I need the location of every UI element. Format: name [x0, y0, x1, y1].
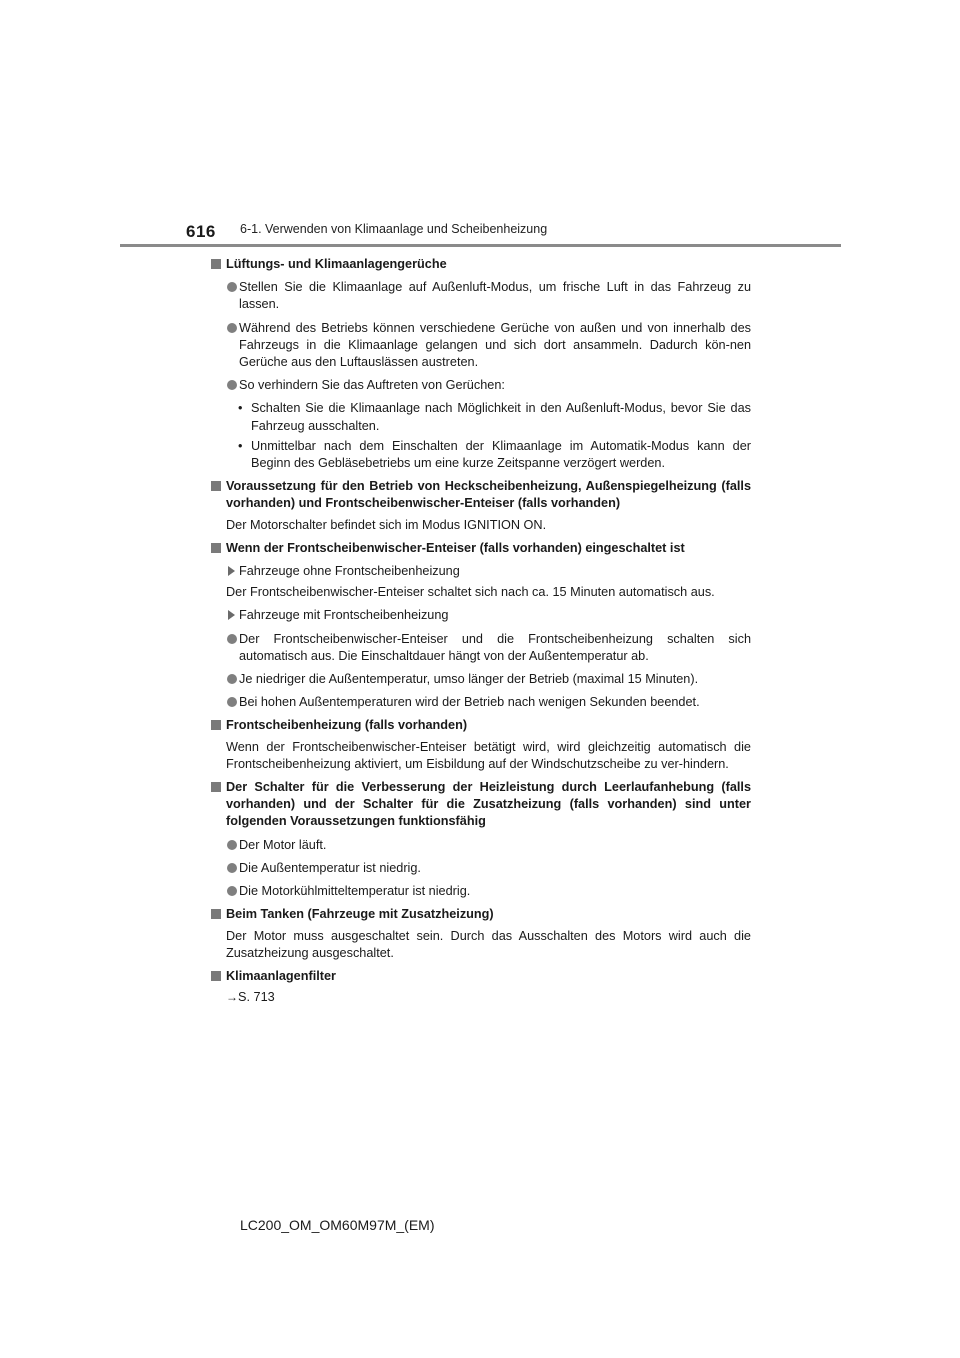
- paragraph: Der Motor muss ausgeschaltet sein. Durch das Ausschalten des Motors wird auch die Zusatzheizung ausgeschaltet.: [226, 928, 751, 960]
- triangle-arrow-icon: [228, 610, 235, 620]
- list-item: Je niedriger die Außentemperatur, umso länger der Betrieb (maximal 15 Minuten).: [211, 671, 751, 688]
- heading-ac-filter: Klimaanlagenfilter: [211, 968, 751, 985]
- paragraph: Der Frontscheibenwischer-Enteiser schaltet sich nach ca. 15 Minuten automatisch aus.: [226, 585, 715, 600]
- triangle-arrow-icon: [228, 566, 235, 576]
- page-reference-link[interactable]: [211, 989, 751, 1006]
- page-reference-text: S. 713: [238, 990, 275, 1005]
- heading-operating-conditions: Voraussetzung für den Betrieb von Heckscheibenheizung, Außenspiegelheizung (falls vorhanden) und Frontscheibenwischer-Enteiser (falls vorhanden): [211, 478, 751, 512]
- vehicle-variant-label: Fahrzeuge mit Frontscheibenheizung: [211, 607, 751, 624]
- paragraph: Wenn der Frontscheibenwischer-Enteiser betätigt wird, wird gleichzeitig automatisch die Frontscheibenheizung aktiviert, um Eisbildung auf der Windschutzscheibe zu ver-hindern.: [226, 739, 751, 771]
- heading-refueling: Beim Tanken (Fahrzeuge mit Zusatzheizung): [211, 906, 751, 923]
- paragraph: Der Motorschalter befindet sich im Modus IGNITION ON.: [226, 517, 547, 532]
- small-dot-icon: •: [238, 438, 243, 453]
- circle-bullet-icon: [227, 323, 237, 333]
- right-arrow-icon: →: [226, 990, 238, 1005]
- heading-odors: Lüftungs- und Klimaanlagengerüche: [211, 256, 751, 273]
- square-bullet-icon: [211, 971, 221, 981]
- circle-bullet-icon: [227, 697, 237, 707]
- list-item: Bei hohen Außentemperaturen wird der Betrieb nach wenigen Sekunden beendet.: [211, 694, 751, 711]
- list-item: Der Frontscheibenwischer-Enteiser und die Frontscheibenheizung schalten sich automatisch aus. Die Einschaltdauer hängt von der Außentemperatur ab.: [211, 631, 751, 665]
- header-divider: [120, 244, 841, 247]
- square-bullet-icon: [211, 481, 221, 491]
- circle-bullet-icon: [227, 863, 237, 873]
- circle-bullet-icon: [227, 674, 237, 684]
- document-code: LC200_OM_OM60M97M_(EM): [240, 1217, 435, 1233]
- circle-bullet-icon: [227, 282, 237, 292]
- circle-bullet-icon: [227, 886, 237, 896]
- list-item: Die Außentemperatur ist niedrig.: [211, 860, 751, 877]
- sub-list-item: • Schalten Sie die Klimaanlage nach Möglichkeit in den Außenluft-Modus, bevor Sie das Fahrzeug ausschalten.: [238, 401, 751, 433]
- sub-list: [211, 400, 751, 472]
- section-title: 6-1. Verwenden von Klimaanlage und Scheibenheizung: [240, 222, 548, 236]
- square-bullet-icon: [211, 909, 221, 919]
- list-item: Während des Betriebs können verschiedene Gerüche von außen und von innerhalb des Fahrzeugs in die Klimaanlage gelangen und sich dort ansammeln. Dadurch kön-nen Gerüche aus den Luftauslässen austreten.: [211, 320, 751, 372]
- square-bullet-icon: [211, 720, 221, 730]
- sub-list-item: • Unmittelbar nach dem Einschalten der Klimaanlage im Automatik-Modus kann der Beginn des Gebläsebetriebs um eine kurze Zeitspanne verzögert werden.: [238, 438, 751, 471]
- page-content: [211, 250, 751, 1006]
- square-bullet-icon: [211, 259, 221, 269]
- heading-windshield-heater: Frontscheibenheizung (falls vorhanden): [211, 717, 751, 734]
- list-item: So verhindern Sie das Auftreten von Gerüchen:: [211, 377, 751, 394]
- page-number: 616: [186, 222, 216, 241]
- circle-bullet-icon: [227, 380, 237, 390]
- vehicle-variant-label: Fahrzeuge ohne Frontscheibenheizung: [211, 563, 751, 580]
- small-dot-icon: •: [238, 401, 243, 416]
- circle-bullet-icon: [227, 840, 237, 850]
- list-item: Stellen Sie die Klimaanlage auf Außenluft-Modus, um frische Luft in das Fahrzeug zu lassen.: [211, 279, 751, 313]
- list-item: Die Motorkühlmitteltemperatur ist niedrig.: [211, 883, 751, 900]
- square-bullet-icon: [211, 543, 221, 553]
- square-bullet-icon: [211, 782, 221, 792]
- circle-bullet-icon: [227, 634, 237, 644]
- heading-wiper-deicer: Wenn der Frontscheibenwischer-Enteiser (falls vorhanden) eingeschaltet ist: [211, 540, 751, 557]
- heading-idle-up-switch: Der Schalter für die Verbesserung der Heizleistung durch Leerlaufanhebung (falls vorhanden) und der Schalter für die Zusatzheizung (falls vorhanden) sind unter folgenden Voraussetzungen funktionsfähig: [211, 779, 751, 831]
- list-item: Der Motor läuft.: [211, 837, 751, 854]
